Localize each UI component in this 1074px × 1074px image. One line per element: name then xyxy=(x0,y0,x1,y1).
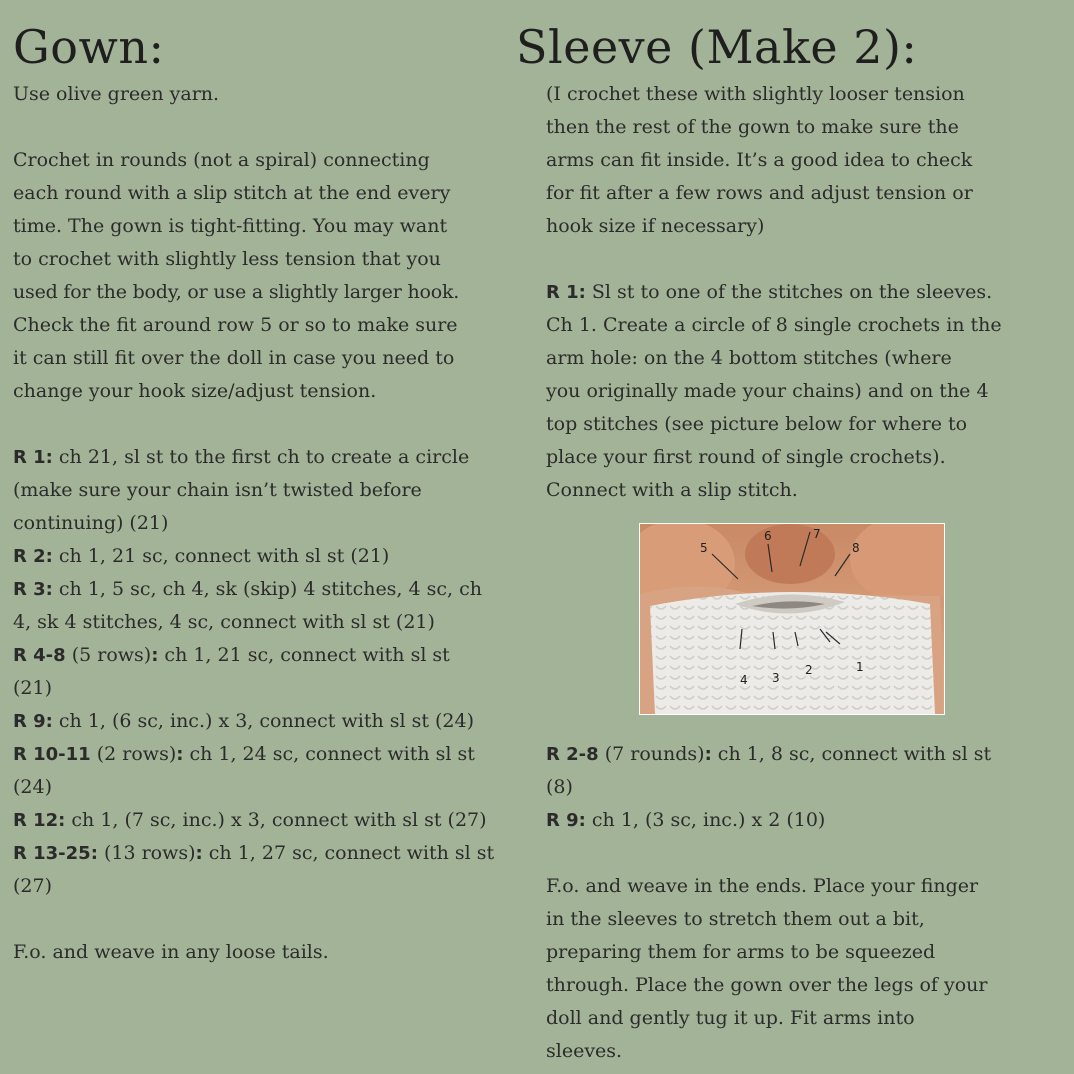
gown-intro: Use olive green yarn. xyxy=(13,83,220,105)
gown-finish: F.o. and weave in any loose tails. xyxy=(13,941,329,963)
round-count: (7 rounds) xyxy=(598,743,705,765)
gown-line: to crochet with slightly less tension that you xyxy=(13,248,441,270)
sleeve-finish-line: F.o. and weave in the ends. Place your finger xyxy=(546,875,979,897)
sleeve-intro-line: then the rest of the gown to make sure the xyxy=(546,116,959,138)
gown-line: Crochet in rounds (not a spiral) connecting xyxy=(13,149,430,171)
stitch-number-label: 5 xyxy=(700,541,708,555)
round-count: (13 rows) xyxy=(97,842,196,864)
round-text: ch 1, (3 sc, inc.) x 2 (10) xyxy=(585,809,826,831)
round-colon: : xyxy=(176,744,184,765)
round-text: ch 1, (6 sc, inc.) x 3, connect with sl st (24) xyxy=(52,710,475,732)
gown-round-3 xyxy=(13,573,525,606)
sleeve-finish-line: doll and gently tug it up. Fit arms into xyxy=(546,1007,915,1029)
sleeve-round-2-8-cont: (8) xyxy=(546,776,573,798)
round-label: R 13-25: xyxy=(13,843,98,864)
round-count: (5 rows) xyxy=(65,644,152,666)
round-label: R 3: xyxy=(13,579,53,600)
sleeve-finish-line: through. Place the gown over the legs of your xyxy=(546,974,988,996)
round-colon: : xyxy=(195,843,203,864)
stitch-number-label: 2 xyxy=(805,663,813,677)
round-label: R 4-8 xyxy=(13,645,66,666)
gown-round-3-cont: 4, sk 4 stitches, 4 sc, connect with sl st (21) xyxy=(13,611,435,633)
round-text: ch 1, 8 sc, connect with sl st xyxy=(711,743,992,765)
gown-round-13-25-cont: (27) xyxy=(13,875,53,897)
stitch-number-label: 4 xyxy=(740,673,748,687)
gown-round-10-11 xyxy=(13,738,525,771)
gown-round-4-8-cont: (21) xyxy=(13,677,53,699)
round-colon: : xyxy=(151,645,159,666)
gown-line: it can still fit over the doll in case you need to xyxy=(13,347,455,369)
gown-round-10-11-cont: (24) xyxy=(13,776,53,798)
sleeve-round-1-cont: you originally made your chains) and on the 4 xyxy=(546,380,989,402)
gown-round-4-8 xyxy=(13,639,525,672)
gown-text xyxy=(13,78,525,969)
gown-round-2 xyxy=(13,540,525,573)
gown-line: change your hook size/adjust tension. xyxy=(13,380,377,402)
sleeve-round-1-cont: Ch 1. Create a circle of 8 single crochets in the xyxy=(546,314,1002,336)
round-colon: : xyxy=(704,744,712,765)
sleeve-round-2-8 xyxy=(546,738,1056,771)
round-text: Sl st to one of the stitches on the sleeves. xyxy=(585,281,993,303)
sleeve-round-9 xyxy=(546,804,1056,837)
gown-round-9 xyxy=(13,705,525,738)
round-label: R 12: xyxy=(13,810,66,831)
sleeve-finish-line: in the sleeves to stretch them out a bit, xyxy=(546,908,925,930)
sleeve-round-1-cont: top stitches (see picture below for where to xyxy=(546,413,968,435)
gown-title: Gown: xyxy=(13,20,165,74)
gown-line: time. The gown is tight-fitting. You may want xyxy=(13,215,448,237)
stitch-number-label: 7 xyxy=(813,527,821,541)
sleeve-title: Sleeve (Make 2): xyxy=(516,20,918,74)
round-text: ch 21, sl st to the first ch to create a circle xyxy=(52,446,470,468)
round-text: ch 1, 21 sc, connect with sl st (21) xyxy=(52,545,390,567)
stitch-number-label: 3 xyxy=(772,671,780,685)
gown-round-13-25 xyxy=(13,837,525,870)
sleeve-intro-line: (I crochet these with slightly looser tension xyxy=(546,83,965,105)
round-text: ch 1, 21 sc, connect with sl st xyxy=(158,644,450,666)
round-label: R 2: xyxy=(13,546,53,567)
stitch-number-label: 6 xyxy=(764,529,772,543)
round-label: R 2-8 xyxy=(546,744,599,765)
gown-line: Check the fit around row 5 or so to make sure xyxy=(13,314,458,336)
round-count: (2 rows) xyxy=(90,743,177,765)
sleeve-round-1-cont: Connect with a slip stitch. xyxy=(546,479,798,501)
round-text: ch 1, (7 sc, inc.) x 3, connect with sl st (27) xyxy=(65,809,487,831)
round-label: R 10-11 xyxy=(13,744,91,765)
sleeve-round-1-cont: place your first round of single crochets). xyxy=(546,446,946,468)
sleeve-intro-line: for fit after a few rows and adjust tension or xyxy=(546,182,973,204)
gown-round-12 xyxy=(13,804,525,837)
sleeve-photo-illustration xyxy=(640,524,944,714)
round-text: ch 1, 24 sc, connect with sl st xyxy=(183,743,475,765)
sleeve-finish-line: sleeves. xyxy=(546,1040,623,1062)
round-label: R 1: xyxy=(546,282,586,303)
sleeve-finish-line: preparing them for arms to be squeezed xyxy=(546,941,936,963)
round-label: R 1: xyxy=(13,447,53,468)
gown-round-1-cont: (make sure your chain isn’t twisted before xyxy=(13,479,422,501)
gown-round-1-cont: continuing) (21) xyxy=(13,512,169,534)
stitch-number-label: 1 xyxy=(856,660,864,674)
sleeve-round-1-cont: arm hole: on the 4 bottom stitches (where xyxy=(546,347,952,369)
sleeve-round-1 xyxy=(546,276,1056,309)
gown-line: used for the body, or use a slightly larger hook. xyxy=(13,281,460,303)
stitch-number-label: 8 xyxy=(852,541,860,555)
sleeve-photo xyxy=(639,523,945,715)
sleeve-intro-line: arms can fit inside. It’s a good idea to check xyxy=(546,149,973,171)
gown-line: each round with a slip stitch at the end every xyxy=(13,182,451,204)
gown-round-1 xyxy=(13,441,525,474)
round-label: R 9: xyxy=(13,711,53,732)
round-label: R 9: xyxy=(546,810,586,831)
round-text: ch 1, 27 sc, connect with sl st xyxy=(202,842,495,864)
sleeve-intro-line: hook size if necessary) xyxy=(546,215,765,237)
round-text: ch 1, 5 sc, ch 4, sk (skip) 4 stitches, 4 sc, ch xyxy=(52,578,482,600)
